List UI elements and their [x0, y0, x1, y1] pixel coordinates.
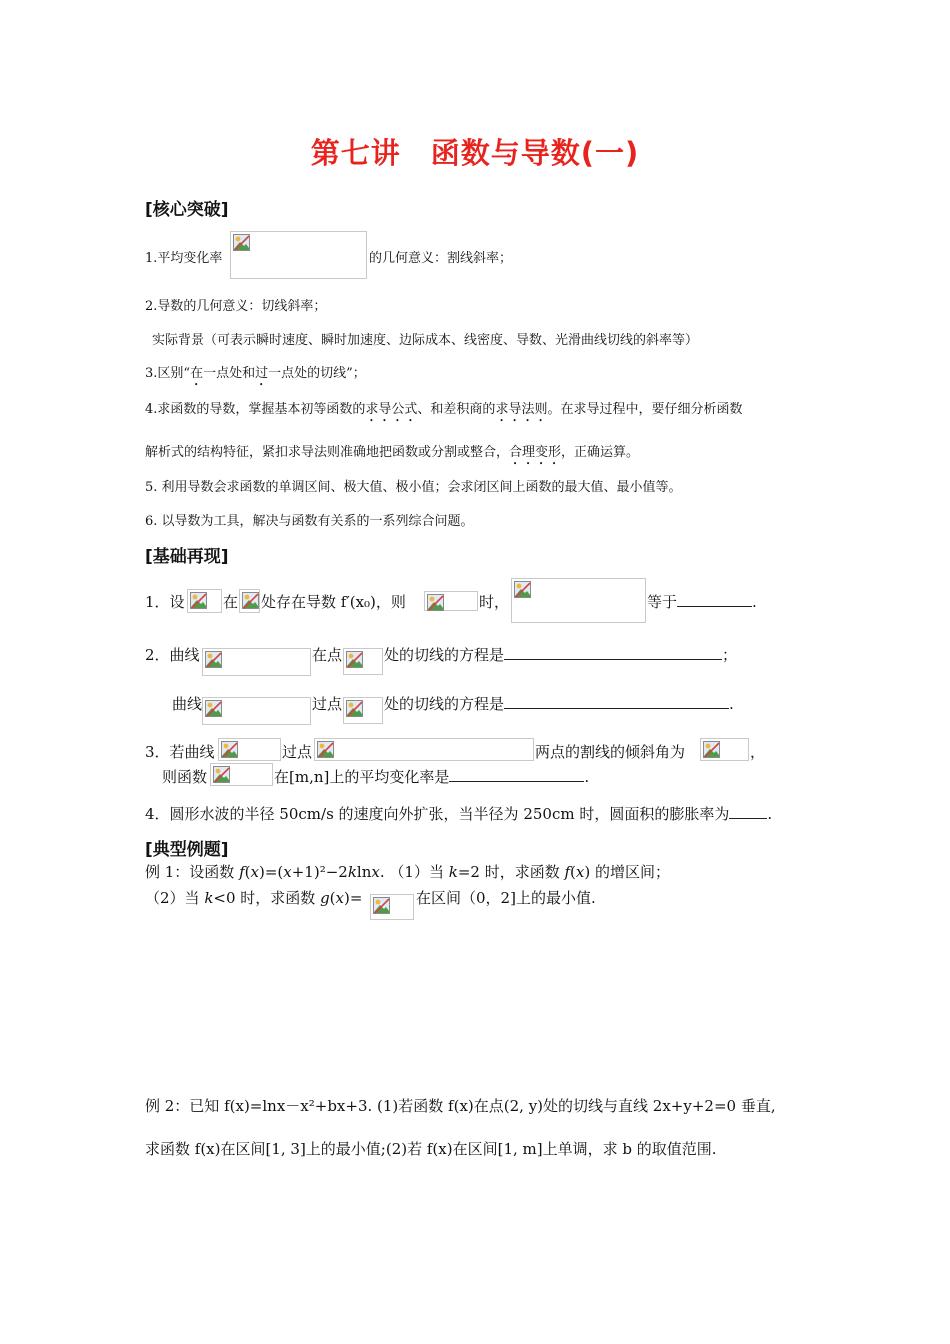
basic-q2-tangent-label: 处的切线的方程是	[384, 646, 505, 664]
math-var: f	[564, 863, 571, 881]
formula-image	[700, 738, 749, 761]
broken-image-icon	[205, 700, 222, 717]
broken-image-icon	[233, 234, 250, 251]
math-text: . （1）当	[379, 863, 449, 881]
answer-blank[interactable]	[729, 818, 767, 819]
formula-image	[424, 591, 478, 611]
formula-image	[370, 894, 414, 920]
formula-image	[343, 697, 383, 724]
answer-blank[interactable]	[504, 659, 722, 660]
answer-blank[interactable]	[449, 781, 584, 782]
core-item-3	[145, 362, 366, 389]
basic-q3-end: ，	[750, 743, 766, 761]
core-item-6: 6. 以导数为工具，解决与函数有关系的一系列综合问题。	[145, 514, 474, 529]
basic-q2b-prefix: 曲线	[172, 695, 203, 713]
core-item-3-c: 一点处和	[203, 366, 256, 381]
broken-image-icon	[317, 741, 334, 758]
math-var: x	[371, 863, 380, 881]
core-item-3-emph-at: 在	[190, 366, 204, 381]
basic-q1-equals-label: 等于	[647, 593, 678, 611]
core-item-1-text: 的几何意义：割线斜率；	[369, 251, 513, 266]
core-item-4-text: 、和差积商的	[417, 402, 496, 417]
math-var: k	[448, 863, 458, 881]
math-text: (	[570, 863, 576, 881]
formula-image	[187, 589, 222, 613]
page-title: 第七讲 函数与导数(一)	[310, 136, 640, 170]
basic-q3-secant: 两点的割线的倾斜角为	[535, 743, 686, 761]
example-1-line-2	[145, 887, 362, 908]
basic-q1-when: 时，	[479, 593, 510, 611]
basic-q3b-prefix: 则函数	[162, 768, 208, 786]
basic-q1-text: 处存在导数 f′(x₀)，则	[261, 593, 406, 611]
math-text: )=(	[258, 863, 284, 881]
math-var: k	[347, 863, 357, 881]
core-item-3-emph-through: 过	[255, 366, 269, 381]
core-item-4-emph-transform: 合理变形	[509, 445, 562, 460]
example-2-line-2: 求函数 f(x)在区间[1, 3]上的最小值;(2)若 f(x)在区间[1, m]上单调，求 b 的取值范围.	[145, 1140, 717, 1158]
math-var: g	[320, 889, 330, 907]
example-1-line-1	[145, 861, 670, 882]
basic-q1-end: .	[752, 593, 757, 611]
math-text: <0 时，求函数	[213, 889, 321, 907]
basic-q4-end: .	[767, 805, 773, 823]
core-item-4-emph-formula: 求导公式	[365, 402, 418, 417]
core-item-5: 5. 利用导数会求函数的单调区间、极大值、极小值；会求闭区间上函数的最大值、最小值等。	[145, 480, 682, 495]
broken-image-icon	[346, 651, 363, 668]
basic-q2b-end: .	[729, 695, 734, 713]
formula-image	[230, 231, 367, 279]
formula-image	[314, 738, 534, 761]
core-item-2: 2.导数的几何意义：切线斜率；	[145, 299, 327, 314]
basic-q2-tangent	[384, 644, 737, 665]
formula-image	[239, 589, 260, 613]
basic-q2b-tangent-label: 处的切线的方程是	[384, 695, 505, 713]
example-1-line-2-tail: 在区间（0，2]上的最小值.	[416, 889, 596, 907]
core-item-2-background: 实际背景（可表示瞬时速度、瞬时加速度、边际成本、线密度、导数、光滑曲线切线的斜率等）	[152, 333, 699, 348]
basic-q2-end: ；	[722, 646, 738, 664]
formula-image	[202, 648, 311, 676]
core-item-1-label: 1.平均变化率	[145, 251, 223, 266]
basic-q3b-rate	[274, 766, 589, 787]
math-text: =2 时，求函数	[457, 863, 565, 881]
basic-q1-equals	[647, 591, 757, 612]
answer-blank[interactable]	[504, 708, 729, 709]
math-text: )=	[344, 889, 363, 907]
basic-q2-at-point: 在点	[312, 646, 343, 664]
basic-q3b-end: .	[584, 768, 590, 786]
core-item-3-a: 3.区别“	[145, 366, 191, 381]
core-item-4-text: ，正确运算。	[561, 445, 640, 460]
math-var: f	[239, 863, 245, 881]
math-text: +1)²−2	[291, 863, 348, 881]
broken-image-icon	[703, 741, 720, 758]
basic-q4-text: 4．圆形水波的半径 50cm/s 的速度向外扩张，当半径为 250cm 时，圆面积的膨胀率为	[145, 805, 730, 823]
math-var: x	[575, 863, 585, 881]
basic-q3-prefix: 3．若曲线	[145, 743, 215, 761]
math-text: (	[244, 863, 251, 881]
core-item-4-text: 。在求导过程中，要仔细分析函数	[547, 402, 743, 417]
basic-q2b-through: 过点	[312, 695, 343, 713]
broken-image-icon	[427, 594, 444, 611]
section-heading-core: [核心突破]	[145, 200, 229, 220]
core-item-4-line-1	[145, 398, 742, 425]
core-item-4-line-2	[145, 441, 639, 468]
basic-q3-through: 过点	[282, 743, 313, 761]
basic-q1-at: 在	[223, 593, 239, 611]
basic-q4	[145, 803, 772, 824]
math-text: ) 的增区间；	[584, 863, 670, 881]
answer-blank[interactable]	[677, 606, 752, 607]
basic-q1-prefix: 1．设	[145, 593, 185, 611]
math-var: x	[335, 889, 344, 907]
broken-image-icon	[514, 581, 531, 598]
broken-image-icon	[242, 592, 259, 609]
formula-image	[218, 738, 281, 761]
broken-image-icon	[190, 592, 207, 609]
math-var: k	[204, 889, 214, 907]
broken-image-icon	[346, 700, 363, 717]
core-item-3-e: 一点处的切线”；	[268, 366, 366, 381]
basic-q3b-rate-label: 在[m,n]上的平均变化率是	[274, 768, 450, 786]
math-text: ln	[356, 863, 372, 881]
math-text: （2）当	[145, 889, 205, 907]
math-var: x	[250, 863, 259, 881]
basic-q2b-tangent	[384, 693, 734, 714]
formula-image	[210, 763, 273, 786]
basic-q2-prefix: 2．曲线	[145, 646, 200, 664]
core-item-4-emph-rule: 求导法则	[495, 402, 548, 417]
formula-image	[511, 578, 646, 623]
formula-image	[343, 648, 383, 675]
section-heading-examples: [典型例题]	[145, 840, 229, 860]
math-var: x	[283, 863, 292, 881]
broken-image-icon	[205, 651, 222, 668]
section-heading-basic: [基础再现]	[145, 547, 229, 567]
broken-image-icon	[373, 897, 390, 914]
core-item-4-text: 解析式的结构特征，紧扣求导法则准确地把函数或分割或整合，	[145, 445, 510, 460]
math-text: (	[329, 889, 336, 907]
math-text: 例 1：设函数	[145, 863, 240, 881]
broken-image-icon	[221, 741, 238, 758]
broken-image-icon	[213, 766, 230, 783]
example-2-line-1: 例 2：已知 f(x)=lnx－x²+bx+3. (1)若函数 f(x)在点(2, y)处的切线与直线 2x+y+2=0 垂直,	[145, 1097, 776, 1115]
formula-image	[202, 697, 311, 725]
core-item-4-text: 4.求函数的导数，掌握基本初等函数的	[145, 402, 366, 417]
